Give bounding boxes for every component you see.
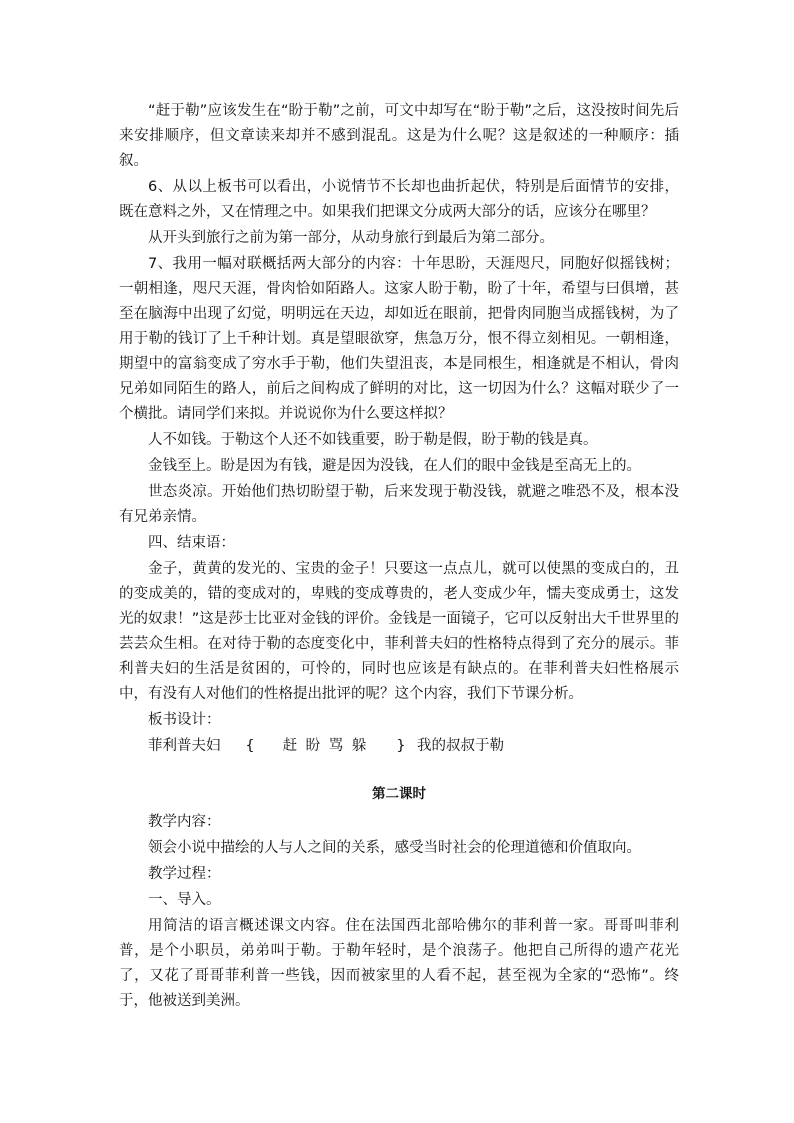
paragraph-question-7: 7、我用一幅对联概括两大部分的内容：十年思盼，天涯咫尺，同胞好似摇钱树；一朝相逢，咫尺天涯，骨肉恰如陌路人。这家人盼于勒，盼了十年，希望与曰俱增，甚至在脑海中出现了幻觉，明明远在天边，却如近在眼前，把骨肉同胞当成摇钱树，为了用于勒的钱订了上千种计划。真是望眼欲穿，焦急万分，恨不得立刻相见。一朝相逢，期望中的富翁变成了穷水手于勒，他们失望沮丧，本是同根生，相逢就是不相认，骨肉兄弟如同陌生的路人，前后之间构成了鲜明的对比，这一切因为什么？这幅对联少了一个横批。请同学们来拟。并说说你为什么要这样拟？ (119, 256, 679, 422)
paragraph-answer-7c: 世态炎凉。开始他们热切盼望于勒，后来发现于勒没钱，就避之唯恐不及，根本没有兄弟亲情。 (119, 484, 679, 525)
paragraph-answer-7a: 人不如钱。于勒这个人还不如钱重要，盼于勒是假，盼于勒的钱是真。 (148, 432, 598, 448)
paragraph-question-6: 6、从以上板书可以看出，小说情节不长却也曲折起伏，特别是后面情节的安排，既在意料之外，又在情理之中。如果我们把课文分成两大部分的话，应该分在哪里？ (119, 179, 679, 220)
teaching-content: 领会小说中描绘的人与人之间的关系，感受当时社会的伦理道德和价值取向。 (148, 840, 641, 856)
teaching-content-label: 教学内容： (148, 814, 221, 830)
paragraph-board-design-label: 板书设计： (148, 712, 221, 728)
board-right-label: 我的叔叔于勒 (417, 738, 504, 754)
paragraph-conclusion-heading: 四、结束语： (148, 535, 235, 551)
section-title: 第二课时 (372, 786, 426, 802)
introduction-paragraph: 用简洁的语言概述课文内容。住在法国西北部哈佛尔的菲利普一家。哥哥叫菲利普，是个小职员，弟弟叫于勒。于勒年轻时，是个浪荡子。他把自己所得的遗产花光了，又花了哥哥菲利普一些钱，因而被家里的人看不起，甚至视为全家的“恐怖”。终于，他被送到美洲。 (119, 918, 679, 1009)
paragraph-conclusion: 金子，黄黄的发光的、宝贵的金子！只要这一点点儿，就可以使黑的变成白的，丑的变成美的，错的变成对的，卑贱的变成尊贵的，老人变成少年，懦夫变成勇士，这发光的奴隶！”这是莎士比亚对金钱的评价。金钱是一面镜子，它可以反射出大千世界里的芸芸众生相。在对待于勒的态度变化中，菲利普夫妇的性格特点得到了充分的展示。菲利普夫妇的生活是贫困的，可怜的，同时也应该是有缺点的。在菲利普夫妇性格展示中，有没有人对他们的性格提出批评的呢？这个内容，我们下节课分析。 (119, 561, 679, 702)
document-body (119, 99, 679, 1015)
board-brace-open: { (245, 738, 255, 754)
board-design (119, 734, 679, 759)
introduction-heading: 一、导入。 (148, 892, 221, 908)
board-brace-close: } (396, 738, 406, 754)
paragraph-answer-6: 从开头到旅行之前为第一部分，从动身旅行到最后为第二部分。 (148, 230, 554, 246)
paragraph-answer-7b: 金钱至上。盼是因为有钱，避是因为没钱，在人们的眼中金钱是至高无上的。 (148, 458, 641, 474)
board-verbs: 赶 盼 骂 躲 (282, 738, 369, 754)
teaching-process-label: 教学过程： (148, 866, 221, 882)
board-left-label: 菲利普夫妇 (148, 738, 221, 754)
paragraph-flashback: “赶于勒”应该发生在“盼于勒”之前，可文中却写在“盼于勒”之后，这没按时间先后来安排顺序，但文章读来却并不感到混乱。这是为什么呢？这是叙述的一种顺序：插叙。 (119, 103, 679, 169)
